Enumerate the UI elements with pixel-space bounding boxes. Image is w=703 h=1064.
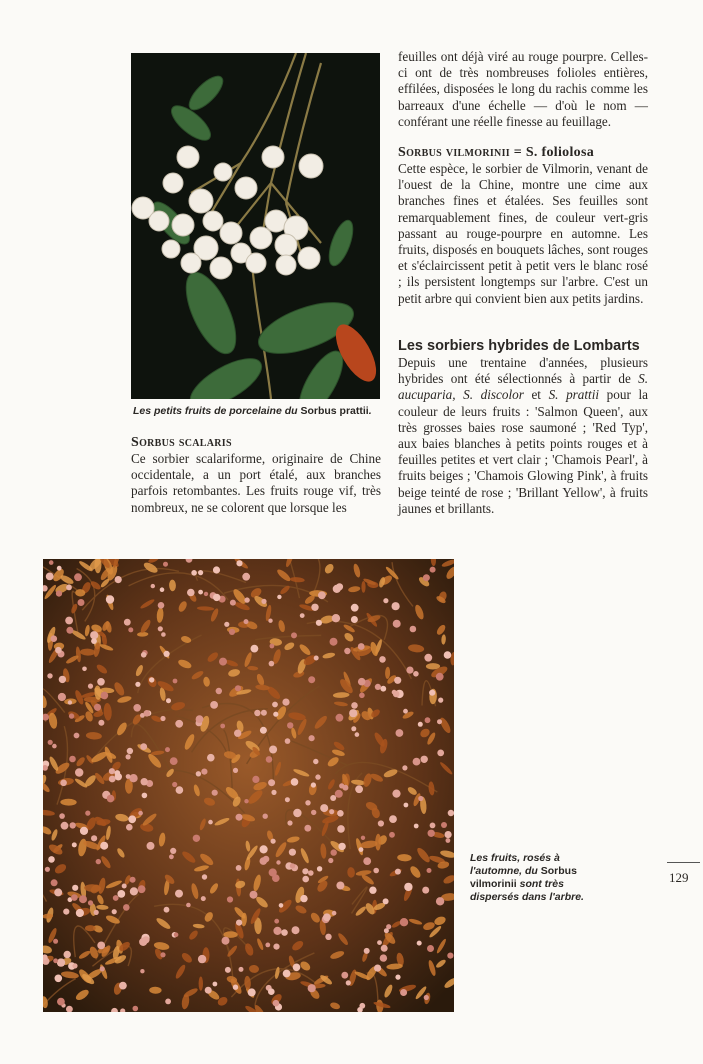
paragraph-intro-continued: feuilles ont déjà viré au rouge pourpre. Celles-ci ont de très nombreuses folioles entières, effilées, disposées le long du rachis comme les barreaux d'une échelle — d'où le nom — conférant une réelle finesse au feuillage.	[398, 49, 648, 129]
paragraph-sorbus-vilmorinii: Cette espèce, le sorbier de Vilmorin, venant de l'ouest de la Chine, montre une cime aux branches fines et étalées. Ses feuilles sont remarquablement fines, de couleur vert-gris passant au rouge-pourpre en automne. Les fruits, disposés en bouquets lâches, sont rouges et s'éclaircissent petit à petit vers le blanc rosé ; ils persistent longtemps sur l'arbre. C'est un petit arbre qui convient bien aux petits jardins.	[398, 161, 648, 306]
hybrides-species-1: S. aucuparia, S. discolor	[398, 371, 648, 403]
caption-bottom-species: Sorbus vilmorinii	[470, 865, 577, 890]
heading-sorbus-vilmorinii	[398, 145, 594, 161]
caption-bottom-suffix: sont très dispersés dans l'arbre.	[470, 878, 584, 903]
caption-top-species: Sorbus prattii	[300, 405, 369, 417]
photo-sorbus-prattii	[131, 53, 380, 399]
hybrides-species-2: S. prattii	[548, 387, 600, 403]
heading-vilmorinii-synonym: = S. foliolosa	[509, 145, 595, 160]
heading-sorbiers-hybrides: Les sorbiers hybrides de Lombarts	[398, 338, 640, 354]
paragraph-sorbiers-hybrides	[398, 355, 648, 517]
heading-vilmorinii-main: Sorbus vilmorinii	[398, 145, 510, 160]
sorbus-prattii-illustration	[131, 53, 380, 399]
sorbus-vilmorinii-illustration	[43, 559, 454, 1012]
caption-sorbus-vilmorinii	[470, 852, 595, 904]
caption-bottom-prefix: Les fruits, rosés à l'automne, du	[470, 852, 560, 877]
page-number-rule	[667, 862, 700, 863]
caption-sorbus-prattii	[133, 405, 385, 418]
page-number: 129	[669, 870, 689, 885]
caption-top-prefix: Les petits fruits de porcelaine du	[133, 405, 301, 417]
paragraph-sorbus-scalaris: Ce sorbier scalariforme, originaire de Chine occidentale, a un port étalé, aux branches parfois retombantes. Les fruits rouge vif, très nombreux, ne se colorent que lorsque les	[131, 451, 381, 515]
heading-sorbus-scalaris	[131, 435, 232, 451]
photo-sorbus-vilmorinii	[43, 559, 454, 1012]
hybrides-text-3: pour la couleur de leurs fruits : 'Salmon Queen', aux très grosses baies rose saumoné ; 'Red Typ', aux baies blanches à petits points rouges et à feuilles petites et vert clair ; 'Chamois Pearl', à fruits beiges ; 'Chamois Glowing Pink', à fruits beige teinté de rose ; 'Brillant Yellow', à fruits jaunes et brillants.	[398, 387, 648, 516]
heading-scalaris-text: Sorbus scalaris	[131, 435, 232, 450]
caption-top-suffix: .	[368, 405, 372, 417]
hybrides-text-2: et	[523, 387, 549, 403]
hybrides-text-1: Depuis une trentaine d'années, plusieurs hybrides ont été sélectionnés à partir de	[398, 355, 648, 387]
